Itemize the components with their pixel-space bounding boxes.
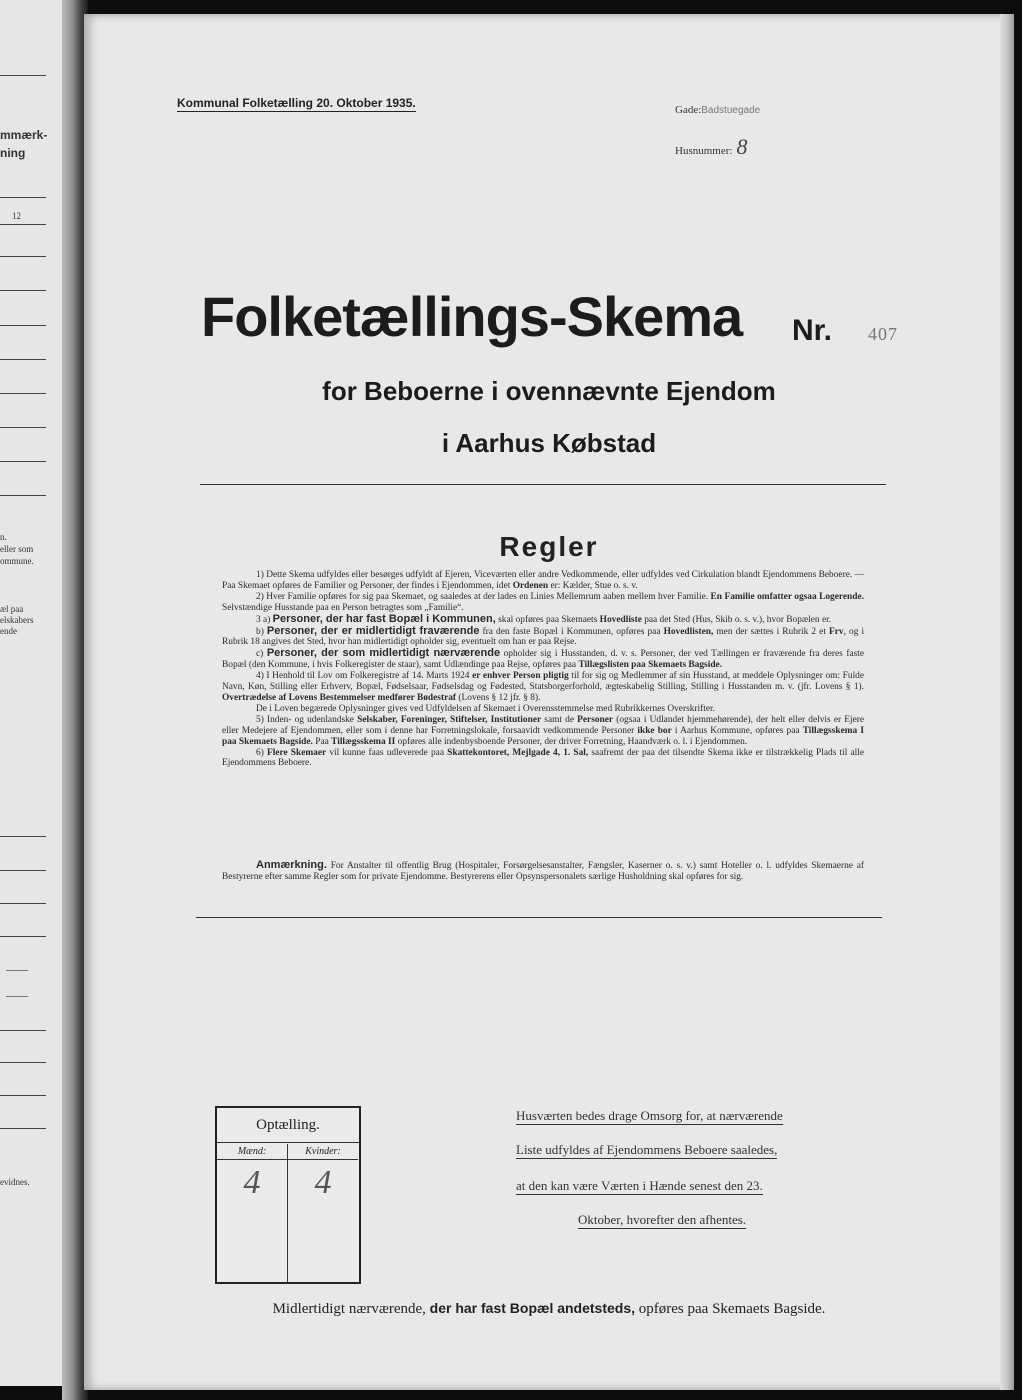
footer-note: Midlertidigt nærværende, der har fast Bopæl andetsteds, opføres paa Skemaets Bagside. bbox=[272, 1300, 826, 1317]
left-text-4: æl paa bbox=[0, 604, 24, 614]
form-title: Folketællings-Skema bbox=[201, 285, 743, 348]
rule-line bbox=[0, 224, 46, 225]
house-number-value: 8 bbox=[736, 134, 748, 159]
divider-top bbox=[200, 484, 886, 485]
left-text-6: ende bbox=[0, 626, 17, 636]
left-page-fragment bbox=[0, 0, 62, 1386]
rule-line bbox=[0, 903, 46, 904]
left-text-7: evidnes. bbox=[0, 1177, 30, 1187]
census-header: Kommunal Folketælling 20. Oktober 1935. bbox=[177, 96, 416, 110]
women-count: 4 bbox=[314, 1164, 332, 1201]
left-text-2: eller som bbox=[0, 544, 34, 554]
rule-3a: 3 a) Personer, der har fast Bopæl i Kommunen, skal opføres paa Skemaets Hovedliste paa det Sted (Hus, Skib o. s. v.), hvor Bopælen er. bbox=[256, 612, 832, 625]
street-label: Gade: bbox=[675, 104, 702, 116]
rule-line bbox=[0, 290, 46, 291]
left-text-5: elskabers bbox=[0, 615, 34, 625]
rule-line bbox=[0, 1128, 46, 1129]
rule-line bbox=[0, 256, 46, 257]
rule-line bbox=[0, 1062, 46, 1063]
pen-mark bbox=[6, 996, 28, 997]
rule-5: 5) Inden- og udenlandske Selskaber, Foreninger, Stiftelser, Institutioner samt de Personer (ogsaa i Udlandet hjemmehørende), der helt eller delvis er Ejere eller Medejere af Ejendommen, eller som i denne har Forretningslokale, forsaavidt vedkommende Personer ikke bor i Aarhus Kommune, opføres paa Tillægsskema I paa Skemaets Bagside. Paa Tillægsskema II opføres alle indenbysboende Personer, der driver Forretning, Haandværk o. l. i Ejendommen. bbox=[222, 714, 865, 747]
rule-line bbox=[0, 836, 46, 837]
rule-line bbox=[0, 393, 46, 394]
rule-line bbox=[0, 1030, 46, 1031]
left-heading-1: mmærk- bbox=[0, 128, 48, 142]
rule-1: 1) Dette Skema udfyldes eller besørges udfyldt af Ejeren, Viceværten eller andre Vedkommende, eller udfyldes ved Cirkulation blandt Ejendommens Beboere. — Paa Skemaet opføres de Familier og Personer, der findes i Ejendommen, idet Ordenen er: Kælder, Stue o. s. v. bbox=[222, 570, 864, 591]
rule-3c: c) Personer, der som midlertidigt nærværende opholder sig i Husstanden, d. v. s. Personer, der ved Tællingen er fraværende fra deres faste Bopæl (den Kommune, i hvis Folkeregister de staar), samt Udlændinge paa Rejse, opføres paa Tillægslisten paa Skemaets Bagside. bbox=[222, 647, 865, 671]
left-text-1: n. bbox=[0, 532, 7, 542]
rule-3b: b) Personer, der er midlertidigt fraværende fra den faste Bopæl i Kommunen, opføres paa Hovedlisten, men der sættes i Rubrik 2 et Frv, og i Rubrik 18 angives det Sted, hvor han midlertidigt opholder sig, eventuelt om han er paa Rejse. bbox=[222, 624, 865, 648]
notice-line-1: Husværten bedes drage Omsorg for, at nærværende bbox=[516, 1108, 783, 1123]
rule-4: 4) I Henhold til Lov om Folkeregistre af 14. Marts 1924 er enhver Person pligtig til for sig og Medlemmer af sin Husstand, at meddele Oplysninger om: Fulde Navn, Køn, Stilling eller Erhverv, Bopæl, Fødselsaar, Fødselsdag og Fødested, Statsborgerforhold, ægteskabelig Stilling, Stilling i Husstanden m. v. (jfr. Lovens § 1). Overtrædelse af Lovens Bestemmelser medfører Bødestraf (Lovens § 12 jfr. § 8). bbox=[222, 671, 865, 703]
count-box bbox=[215, 1106, 361, 1284]
rule-line bbox=[0, 325, 46, 326]
count-title: Optælling. bbox=[217, 1108, 359, 1143]
rule-line bbox=[0, 936, 46, 937]
rule-line bbox=[0, 1095, 46, 1096]
form-subtitle-2: i Aarhus Købstad bbox=[441, 428, 657, 458]
rule-line bbox=[0, 495, 46, 496]
street-line bbox=[675, 104, 760, 116]
left-heading-2: ning bbox=[0, 146, 26, 160]
divider-bottom bbox=[196, 917, 882, 918]
rule-line bbox=[0, 197, 46, 198]
rule-line bbox=[0, 75, 46, 76]
rule-4-note: De i Loven begærede Oplysninger gives ved Udfyldelsen af Skemaet i Overensstemmelse med Rubrikkernes Overskrifter. bbox=[256, 703, 715, 714]
rules-heading: Regler bbox=[499, 531, 599, 562]
women-label: Kvinder: bbox=[288, 1146, 358, 1160]
house-number-label: Husnummer: bbox=[675, 145, 733, 157]
form-subtitle-1: for Beboerne i ovennævnte Ejendom bbox=[322, 376, 776, 406]
form-number-value: 407 bbox=[868, 324, 898, 344]
notice-line-2: Liste udfyldes af Ejendommens Beboere saaledes, bbox=[516, 1142, 778, 1157]
rule-2: 2) Hver Familie opføres for sig paa Skemaet, og saaledes at der lades en Linies Mellemrum aaben mellem hver Familie. En Familie omfatter ogsaa Logerende. Selvstændige Husstande paa en Person betragtes som „Familie“. bbox=[222, 591, 864, 613]
rules-text bbox=[222, 570, 864, 769]
rule-6: 6) Flere Skemaer vil kunne faas udleverede paa Skattekontoret, Mejlgade 4, 1. Sal, saafremt der paa det tilsendte Skema ikke er tilstrækkelig Plads til alle Ejendommens Beboere. bbox=[222, 747, 865, 769]
house-number-line bbox=[675, 134, 747, 160]
rule-line bbox=[0, 427, 46, 428]
women-cell bbox=[288, 1144, 358, 1282]
left-text-3: ommune. bbox=[0, 556, 34, 566]
annotation-heading: Anmærkning. bbox=[256, 859, 327, 871]
form-number-label: Nr. bbox=[792, 314, 833, 347]
street-value: Badstuegade bbox=[701, 105, 761, 116]
census-form-page bbox=[84, 14, 1014, 1390]
pen-mark bbox=[6, 970, 28, 971]
notice-line-3: at den kan være Værten i Hænde senest den 23. bbox=[516, 1178, 763, 1193]
page-edge bbox=[1000, 14, 1014, 1390]
annotation-text: For Anstalter til offentlig Brug (Hospitaler, Forsørgelsesanstalter, Fængsler, Kaserner o. s. v.) samt Hoteller o. l. udfyldes Skemaerne af Bestyrerne efter samme Regler som for private Ejendomme. Bestyrerens eller Opsynspersonalets særlige Husholdning skal opføres for sig. bbox=[222, 861, 864, 882]
rule-line bbox=[0, 461, 46, 462]
men-cell bbox=[217, 1144, 288, 1282]
annotation-paragraph bbox=[222, 860, 864, 883]
notice-line-4: Oktober, hvorefter den afhentes. bbox=[578, 1212, 747, 1227]
left-column-number: 12 bbox=[12, 211, 21, 221]
rule-line bbox=[0, 359, 46, 360]
rule-line bbox=[0, 870, 46, 871]
men-label: Mænd: bbox=[217, 1146, 287, 1160]
men-count: 4 bbox=[243, 1164, 261, 1201]
